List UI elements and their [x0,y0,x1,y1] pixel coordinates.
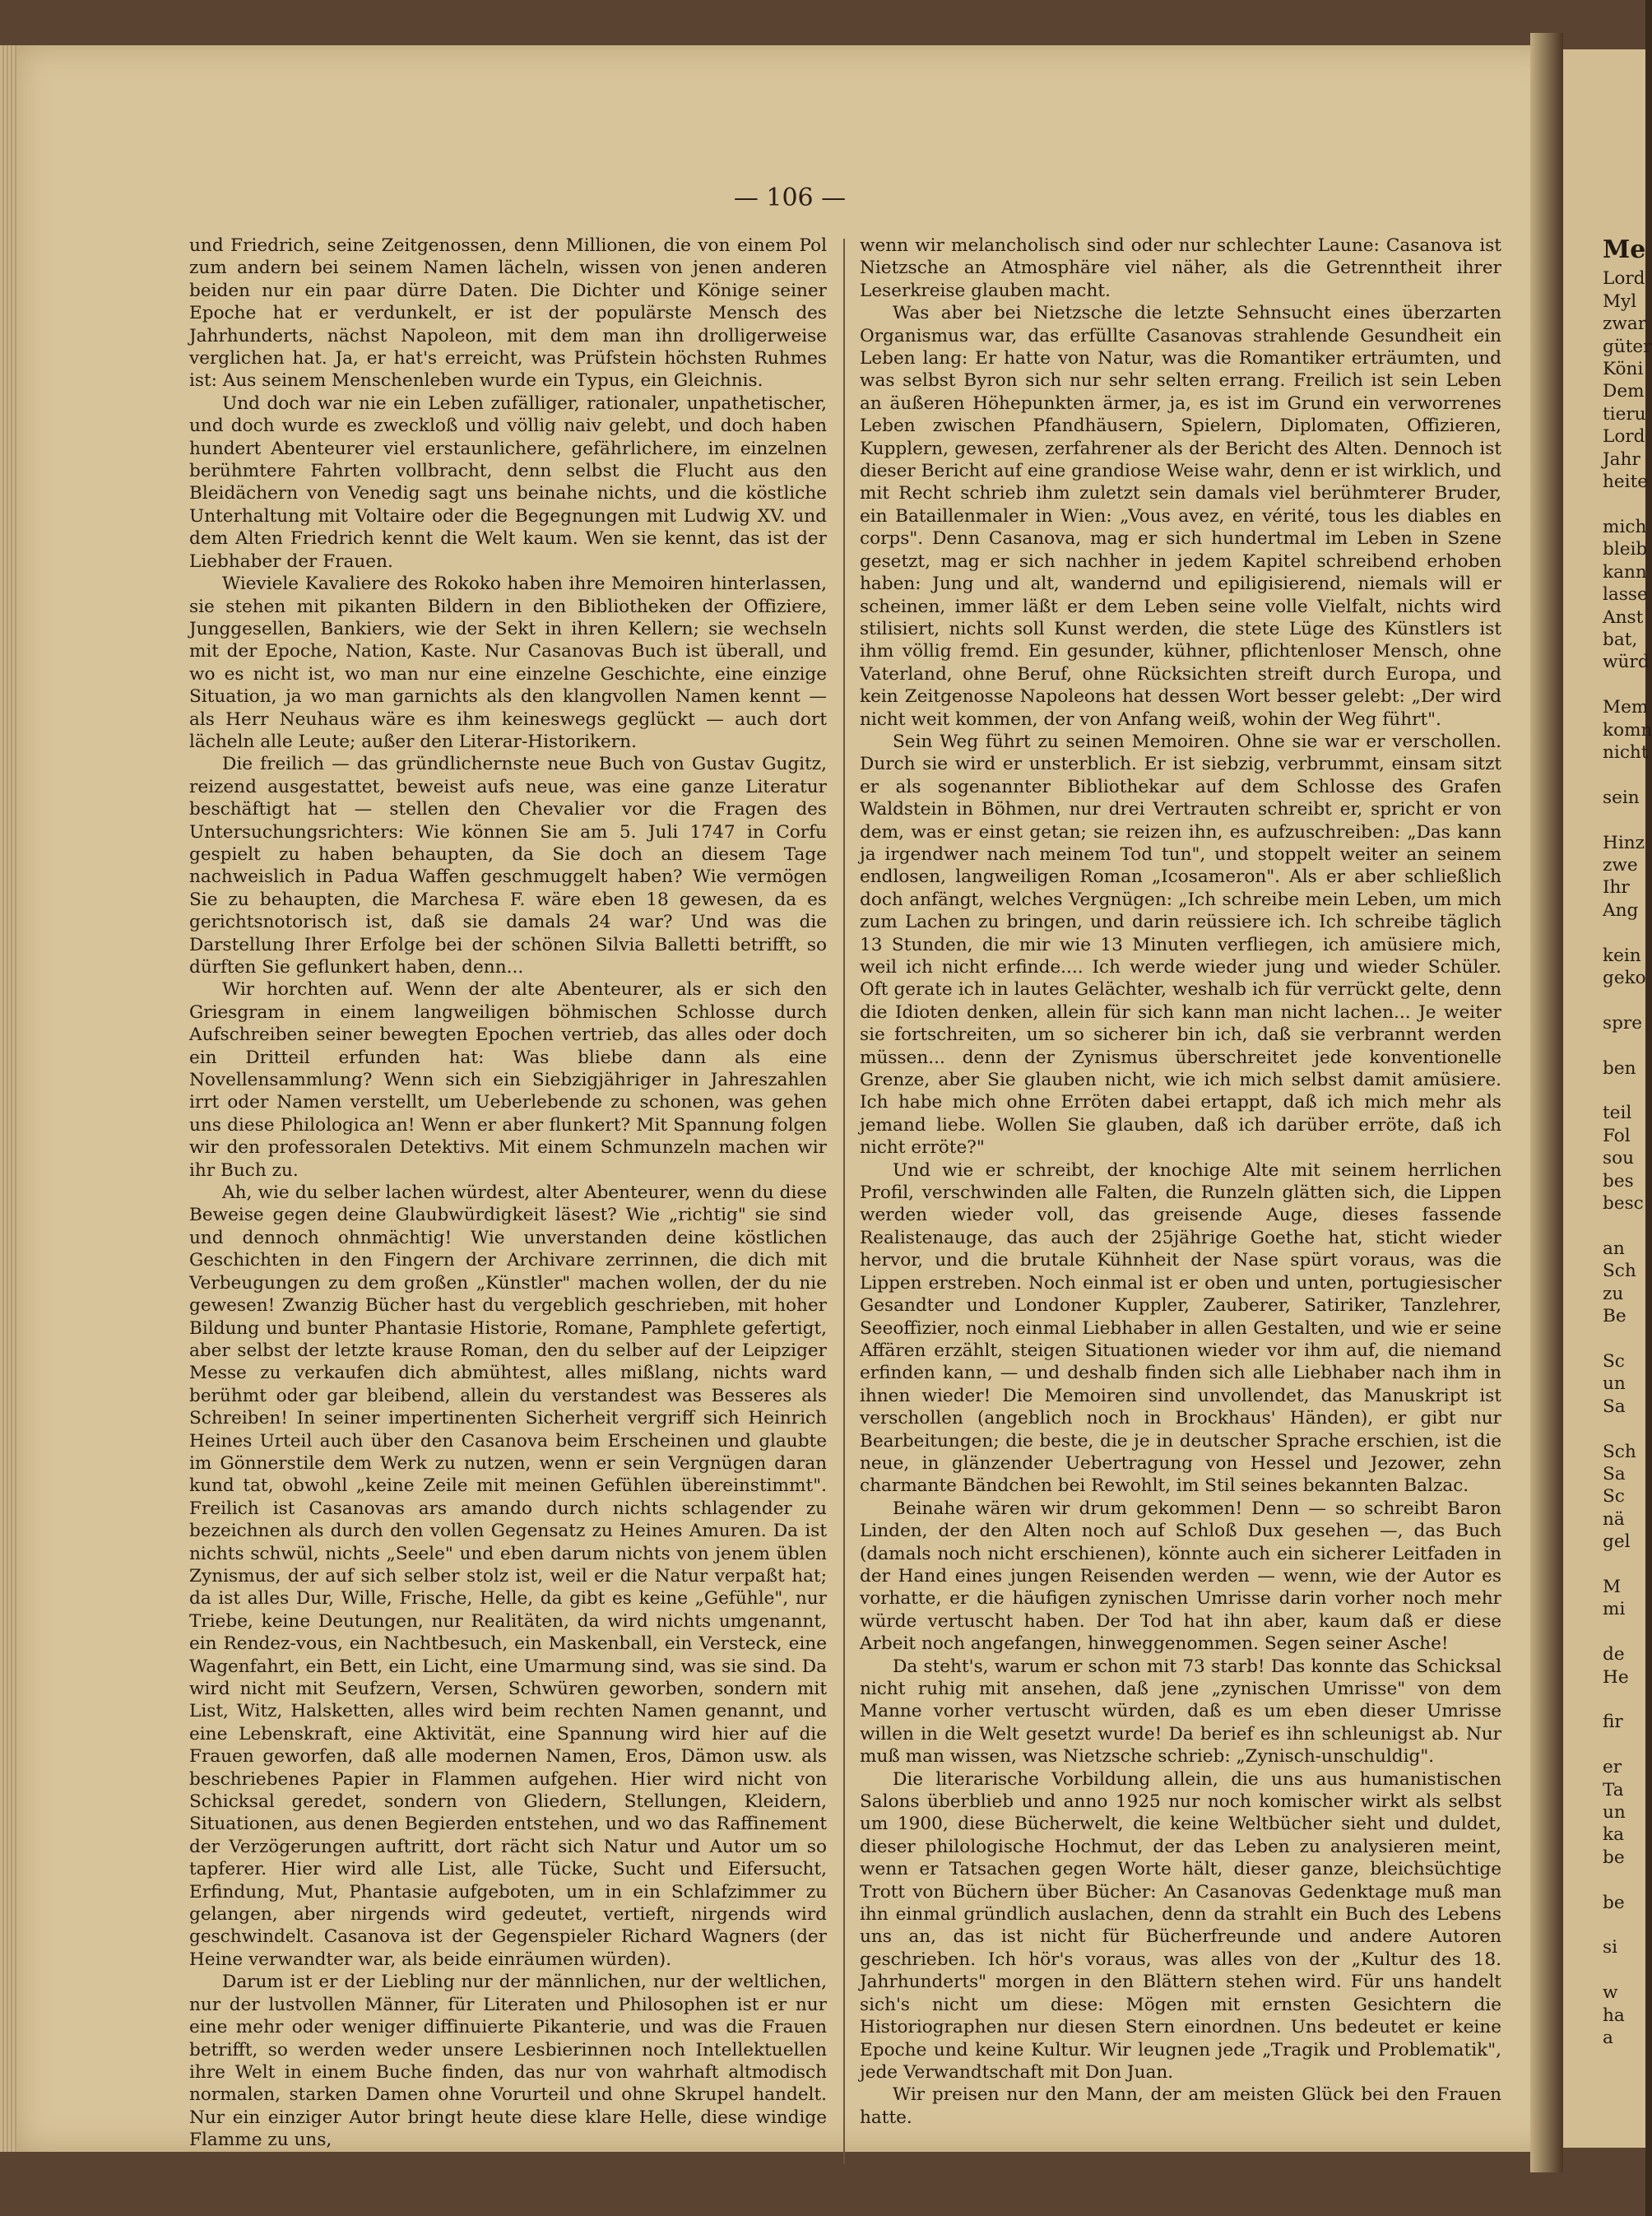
right-page-line-fragment [1603,809,1652,831]
right-page-line-fragment: kann [1603,561,1647,583]
paragraph: Darum ist er der Liebling nur der männlichen, nur der weltlichen, nur der lustvollen Männer, für Literaten und Philosophen ist er nur eine mehr oder weniger diffinuierte Pikanterie, und was die Frauen betrifft, so werden weder unsere Lesbierinnen noch Intellektuellen ihre Welt in einem Buche finden, das nur von wahrhaft altmodisch normalen, starken Damen ohne Vorurteil und ohne Skrupel handelt. Nur ein einziger Autor bringt heute diese klare Helle, diese windige Flamme zu uns, [189,1972,827,2151]
right-page-line-fragment: Hinz [1603,832,1645,853]
right-page-line-fragment: w [1603,1982,1618,2004]
left-page [16,45,1563,2152]
right-page-line-fragment [1603,1689,1652,1711]
right-page-line-fragment: besc [1603,1193,1644,1215]
right-page-line-fragment [1603,1734,1652,1756]
right-page-line-fragment: un [1603,1373,1626,1395]
right-page-line-fragment [1603,1080,1652,1102]
paragraph: Wir preisen nur den Mann, der am meisten Glück bei den Frauen hatte. [860,2084,1501,2128]
right-page-line-fragment: Jahr [1603,448,1640,470]
right-page-line-fragment [1603,1554,1652,1576]
paragraph: Sein Weg führt zu seinen Memoiren. Ohne sie war er verschollen. Durch sie wird er unsterblich. Er ist siebzig, verbrummt, einsam sitzt er als sogenannter Bibliothekar auf dem Schlosse des Grafen Waldstein in Böhmen, nur drei Vertrauten schreibt er, spricht er von dem, was er einst getan; sie reizen ihn, es aufzuschreiben: „Das kann ja irgendwer nach meinem Tod tun", und stoppelt weiter an seinem endlosen, langweiligen Roman „Icosameron". Als er aber schließlich doch anfängt, welches Vergnügen: „Ich schreibe mein Leben, um mich zum Lachen zu bringen, und darin reüssiere ich. Ich schreibe täglich 13 Stunden, die mir wie 13 Minuten verfliegen, ich amüsiere mich, weil ich nicht erfinde.... Ich werde wieder jung und wieder Schüler. Oft gerate ich in lautes Gelächter, weshalb ich für verrückt gelte, denn die Idioten denken, allein für sich kann man nicht lachen... Je weiter sie fortschreiten, um so sicherer bin ich, daß sie verbrannt werden müssen... denn der Zynismus überschreitet jede konventionelle Grenze, aber Sie glauben nicht, wie ich mich selbst damit amüsiere. Ich habe mich ohne Erröten dabei ertappt, daß ich mich mehr als jemand liebe. Wollen Sie glauben, daß ich darüber erröte, daß ich nicht erröte?" [860,731,1501,1159]
right-page-line-fragment: spre [1603,1012,1643,1034]
right-page-line-fragment [1603,1869,1652,1891]
right-page-line-fragment: gel [1603,1531,1631,1553]
right-page-line-fragment: er [1603,1757,1622,1778]
right-page-line-fragment: komn [1603,719,1652,741]
right-page-line-fragment: Anst [1603,606,1644,628]
right-page-line-fragment: Sa [1603,1396,1626,1417]
paragraph: Ah, wie du selber lachen würdest, alter Abenteurer, wenn du diese Beweise gegen deine Glaubwürdigkeit läsest? Wie „richtig" sie sind und dennoch ohnmächtig! Wie unverstanden deine köstlichen Geschichten in den Fingern der Archivare zerrinnen, die dich mit Verbeugungen zu dem großen „Künstler" machen wollen, der du nie gewesen! Zwanzig Bücher hast du vergeblich geschrieben, mit hoher Bildung und bunter Phantasie Historie, Romane, Pamphlete gefertigt, aber selbst der letzte krause Roman, den du selber auf der Leipziger Messe zu verkaufen dich abmühtest, alles mißlang, nichts ward berühmt oder gar bleibend, allein du verstandest was Besseres als Schreiben! In seiner impertinenten Sicherheit vergriff sich Heinrich Heines Urteil auch über den Casanova beim Erscheinen und glaubte im Gönnerstile dem Werk zu nutzen, wenn er sein Vergnügen daran kund tat, obwohl „keine Zeile mit meinen Gefühlen übereinstimmt". Freilich ist Casanovas ars amando durch nichts schlagender zu bezeichnen als durch den vollen Gegensatz zu Heines Amuren. Da ist nichts schwül, nichts „Seele" und eben darum nichts von jenem üblen Zynismus, der auf sich selber stolz ist, weil er die Natur verpaßt hat; da ist alles Dur, Wille, Frische, Helle, da gibt es keine „Gefühle", nur Triebe, keine Deutungen, nur Realitäten, da wird nichts umgenannt, ein Rendez-vous, ein Nachtbesuch, ein Maskenball, ein Versteck, eine Wagenfahrt, ein Bett, ein Licht, eine Umarmung sind, was sie sind. Da wird nicht mit Seufzern, Versen, Schwüren geworben, sondern mit List, Witz, Halsketten, alles wird beim rechten Namen genannt, und eine Lebenskraft, eine Aktivität, eine Spannung wird hier auf die Frauen geworfen, daß alle modernen Namen, Eros, Dämon usw. als beschriebenes Papier in Flammen aufgehen. Hier wird nicht von Schicksal geredet, sondern von Gliedern, Stellungen, Kleidern, Situationen, aus denen Begierden entstehen, und wo das Raffinement der Verzögerungen auftritt, dort rächt sich Natur und Autor um so tapferer. Hier wird alle List, alle Tücke, Sucht und Eifersucht, Erfindung, Mut, Phantasie aufgeboten, um in ein Schlafzimmer zu gelangen, aber nirgends wird gedeutet, vertieft, nirgends wird geschwindelt. Casanova ist der Gegenspieler Richard Wagners (der Heine verwandter war, als beide einräumen würden). [189,1182,827,1970]
right-page-line-fragment [1603,1418,1652,1440]
right-page-line-fragment [1603,493,1652,515]
right-page-line-fragment: güter [1603,336,1652,357]
right-page-line-fragment: sein [1603,787,1640,808]
paragraph: Was aber bei Nietzsche die letzte Sehnsucht eines überzarten Organismus war, das erfüllte Casanovas strahlende Gesundheit ein Leben lang: Er hatte von Natur, was die Romantiker erträumten, und was selbst Byron sich nur sehr selten errang. Freilich ist sein Leben an äußeren Höhepunkten ärmer, ja, es ist im Grund ein verworrenes Leben zwischen Pfandhäusern, Spielern, Diplomaten, Offizieren, Kupplern, gewesen, zerfahrener als der Bericht des Alten. Dennoch ist dieser Bericht auf eine grandiose Weise wahr, denn er ist wirklich, und mit Recht schrieb ihm zuletzt sein damals viel berühmterer Bruder, ein Bataillenmaler in Wien: „Vous avez, en vérité, tous les diables en corps". Denn Casanova, mag er sich hundertmal im Leben in Szene gesetzt, mag er sich nachher in jedem Kapitel schreibend erhoben haben: Jung und alt, wandernd und epiligisierend, niemals will er scheinen, immer läßt er dem Leben seine volle Vielfalt, nichts wird stilisiert, nichts soll Kunst werden, die stete Lüge des Künstlers ist ihm völlig fremd. Ein gesunder, kühner, pflichtenloser Mensch, ohne Vaterland, ohne Beruf, ohne Rücksichten streift durch Europa, und kein Zeitgenosse Napoleons hat dessen Wort besser gelebt: „Der wird nicht weit kommen, der von Anfang weiß, wohin der Weg führt". [860,303,1501,730]
right-page-line-fragment: He [1603,1666,1629,1688]
right-page-line-fragment: Sch [1603,1261,1636,1282]
right-page-line-fragment: si [1603,1937,1617,1958]
right-page-line-fragment: ha [1603,2005,1625,2026]
right-page-line-fragment [1603,1034,1652,1057]
right-page-line-fragment: kein [1603,945,1641,966]
right-page-line-fragment: geko [1603,968,1646,988]
right-page-line-fragment: Sc [1603,1486,1625,1508]
right-page-line-fragment: Sch [1603,1441,1636,1462]
book-gutter [1530,33,1563,2172]
paragraph: Da steht's, warum er schon mit 73 starb! Das konnte das Schicksal nicht ruhig mit ansehen, daß jene „zynischen Umrisse" von dem Manne vorher vertuscht würden, daß es um eben dieser Umrisse willen in die Welt gesetzt wurde! Da berief es ihn schleunigst ab. Nur muß man wissen, was Nietzsche schrieb: „Zynisch-unschuldig". [860,1656,1501,1768]
right-page-heading-fragment: Me [1603,235,1646,264]
right-page-line-fragment: nicht [1603,741,1649,763]
right-page-fragments [1603,235,1652,2050]
paragraph: wenn wir melancholisch sind oder nur schlechter Laune: Casanova ist Nietzsche an Atmosphäre viel näher, als die Getrenntheit ihrer Leserkreise glauben macht. [860,235,1501,301]
right-page-line-fragment: a [1603,2028,1613,2049]
right-page-line-fragment: bleib [1603,539,1648,560]
right-page-line-fragment: mi [1603,1599,1626,1620]
right-page-line-fragment: tieru [1603,403,1646,425]
right-page-line-fragment: Ihr [1603,877,1630,899]
right-page-line-fragment: be [1603,1847,1625,1868]
right-page-line-fragment: heite [1603,472,1649,493]
page-number: — 106 — [733,184,847,212]
right-page-line-fragment: Myl [1603,290,1637,312]
right-page-line-fragment [1603,922,1652,944]
right-page-line-fragment: zwar [1603,314,1647,335]
right-page-line-fragment: bes [1603,1170,1634,1192]
right-page-line-fragment: Be [1603,1306,1626,1327]
right-page-line-fragment [1603,1914,1652,1936]
right-page-line-fragment [1603,1959,1652,1981]
right-page-edge [1563,49,1652,2148]
paragraph: Die literarische Vorbildung allein, die uns aus humanistischen Salons überblieb und anno 1925 nur noch komischer wirkt als selbst um 1900, diese Bücherwelt, die keine Weltbücher sieht und duldet, dieser philologische Hochmut, der das Leben zu analysieren meint, wenn er Tatsachen gegen Worte hält, dieser ganze, bleichsüchtige Trott von Büchern über Bücher: An Casanovas Gedenktage muß man ihn einmal gründlich auslachen, denn da strahlt ein Buch des Lebens uns an, das ist nicht für Bücherfreunde und andere Autoren geschrieben. Ich hör's voraus, was alles von der „Kultur des 18. Jahrhunderts" morgen in den Blättern stehen wird. Für uns handelt sich's nicht um diese: Mögen mit ernsten Gesichtern die Historiographen nur diesen Stern einordnen. Uns bedeutet er keine Epoche und keine Kultur. Wir leugnen jede „Tragik und Problematik", jede Verwandtschaft mit Don Juan. [860,1768,1501,2083]
paragraph: Wieviele Kavaliere des Rokoko haben ihre Memoiren hinterlassen, sie stehen mit pikanten Bildern in den Bibliotheken der Offiziere, Junggesellen, Bankiers, wie der Sekt in ihren Kellern; sie wechseln mit der Epoche, Nation, Kaste. Nur Casanovas Buch ist überall, und wo es nicht ist, wo man nur eine einzelne Geschichte, eine einzige Situation, ja wo man garnichts als den klangvollen Namen kennt — als Herr Neuhaus wäre es ihm keineswegs geglückt — auch dort lächeln alle Leute; außer den Literar-Historikern. [189,574,827,752]
right-page-line-fragment: be [1603,1892,1625,1913]
right-page-line-fragment: Dem [1603,381,1645,402]
right-page-line-fragment: Lord [1603,426,1645,448]
right-page-line-fragment [1603,1621,1652,1643]
paragraph: Die freilich — das gründlichernste neue Buch von Gustav Gugitz, reizend ausgestattet, beweist aufs neue, was eine ganze Literatur beschäftigt hat — stellen den Chevalier vor die Fragen des Untersuchungsrichters: Wie können Sie am 5. Juli 1747 in Corfu gespielt zu haben behaupten, da Sie doch an diesem Tage nachweislich in Padua Waffen geschmuggelt haben? Wie vermögen Sie zu behaupten, die Marchesa F. wäre eben 18 gewesen, da es gerichtsnotorisch ist, daß sie damals 24 war? Und was die Darstellung Ihrer Erfolge bei der schönen Silvia Balletti betrifft, so dürften Sie geflunkert haben, denn... [189,754,827,978]
right-text-column [860,235,1501,2129]
right-page-line-fragment [1603,764,1652,786]
paragraph: Und doch war nie ein Leben zufälliger, rationaler, unpathetischer, und doch wurde es zweckloß und völlig naiv gelebt, und doch haben hundert Abenteurer viel erstaunlichere, gefährlichere, im einzelnen berühmtere Fahrten vollbracht, denn selbst die Flucht aus den Bleidächern von Venedig sagt uns beinahe nichts, und die köstliche Unterhaltung mit Voltaire oder die Begegnungen mit Ludwig XV. und dem Alten Friedrich kennt die Welt kaum. Wen sie kennt, das ist der Liebhaber der Frauen. [189,393,827,572]
page-edge-stack [0,45,18,2152]
left-text-column [189,235,827,2152]
paragraph: Und wie er schreibt, der knochige Alte mit seinem herrlichen Profil, verschwinden alle Falten, die Runzeln glätten sich, die Lippen werden wieder voll, das greisende Auge, dieses fassende Realistenauge, das auch der 25jährige Goethe hat, sticht wieder hervor, und die brutale Kühnheit der Nase spürt voraus, was die Lippen erstreben. Noch einmal ist er oben und unten, portugiesischer Gesandter und Londoner Kuppler, Zauberer, Satiriker, Tanzlehrer, Seeoffizier, noch einmal Liebhaber in allen Gestalten, und wie er seine Affären erzählt, steigen Situationen wieder vor ihm auf, die niemand erfinden kann, — und deshalb finden sich alle Liebhaber nach ihm in ihnen wieder! Die Memoiren sind unvollendet, das Manuskript ist verschollen (angeblich noch in Brockhaus' Händen), er gibt nur Bearbeitungen; die beste, die je in deutscher Sprache erschien, ist die neue, in glänzender Uebertragung von Hessel und Jezower, zehn charmante Bändchen bei Rewohlt, im Stil seines bekannten Balzac. [860,1159,1501,1497]
right-page-line-fragment: teil [1603,1103,1632,1124]
column-divider [843,239,845,2164]
right-page-line-fragment: M [1603,1576,1622,1597]
right-page-line-fragment: nä [1603,1508,1625,1530]
right-page-line-fragment: mich [1603,516,1647,537]
right-page-line-fragment [1603,674,1652,696]
right-page-line-fragment [1603,989,1652,1011]
right-page-line-fragment: Sc [1603,1350,1625,1372]
paragraph: Wir horchten auf. Wenn der alte Abenteurer, als er sich den Griesgram in einem langweiligen böhmischen Schlosse durch Aufschreiben seiner bewegten Epochen vertrieb, das alles oder doch ein Dritteil erfunden hat: Was bliebe dann als eine Novellensammlung? Wenn sich ein Siebzigjähriger in Jahreszahlen irrt oder Namen verstellt, um Ueberlebende zu schonen, was gehen uns diese Philologica an! Wenn er aber flunkert? Mit Spannung folgen wir den professoralen Detektivs. Mit einem Schmunzeln machen wir ihr Buch zu. [189,979,827,1181]
paragraph: Beinahe wären wir drum gekommen! Denn — so schreibt Baron Linden, der den Alten noch auf Schloß Dux gesehen —, das Buch (damals noch nicht erschienen), könnte auch ein sicherer Leitfaden in der Hand eines jungen Reisenden werden — wenn, wie der Autor es vorhatte, er die häufigen zynischen Umrisse darin vorher noch mehr würde vertuscht haben. Der Tod hat ihn aber, kaum daß er diese Arbeit noch angefangen, hinweggenommen. Segen seiner Asche! [860,1498,1501,1655]
right-page-line-fragment: sou [1603,1148,1634,1169]
right-page-line-fragment [1603,1328,1652,1350]
right-page-line-fragment: zwe [1603,854,1638,876]
right-page-line-fragment: un [1603,1802,1626,1823]
right-page-line-fragment: würd [1603,652,1650,673]
right-page-line-fragment: Köni [1603,359,1644,380]
right-page-line-fragment: ka [1603,1824,1624,1846]
right-page-line-fragment: Fol [1603,1125,1631,1146]
right-page-line-fragment: de [1603,1644,1625,1665]
right-page-line-fragment: Ang [1603,899,1639,921]
right-page-line-fragment: Lord [1603,268,1645,290]
right-page-line-fragment: Ta [1603,1779,1624,1800]
paragraph: und Friedrich, seine Zeitgenossen, denn Millionen, die von einem Pol zum andern bei seinem Namen lächeln, wissen von jenen anderen beiden nur ein paar dürre Daten. Die Dichter und Könige seiner Epoche hat er verdunkelt, er ist der populärste Mensch des Jahrhunderts, nächst Napoleon, mit dem man ihn drolligerweise verglichen hat. Ja, er hat's erreicht, was Prüfstein höchsten Ruhmes ist: Aus seinem Menschenleben wurde ein Typus, ein Gleichnis. [189,235,827,392]
right-page-line-fragment: an [1603,1238,1625,1259]
right-page-line-fragment: Sa [1603,1463,1626,1484]
right-page-line-fragment: ben [1603,1057,1636,1079]
right-page-line-fragment: bat, [1603,629,1638,650]
right-page-line-fragment [1603,1215,1652,1237]
right-page-line-fragment: zu [1603,1283,1624,1304]
right-page-line-fragment: Mem [1603,697,1649,718]
right-page-line-fragment: lasse [1603,584,1648,606]
right-page-line-fragment: fir [1603,1712,1623,1733]
